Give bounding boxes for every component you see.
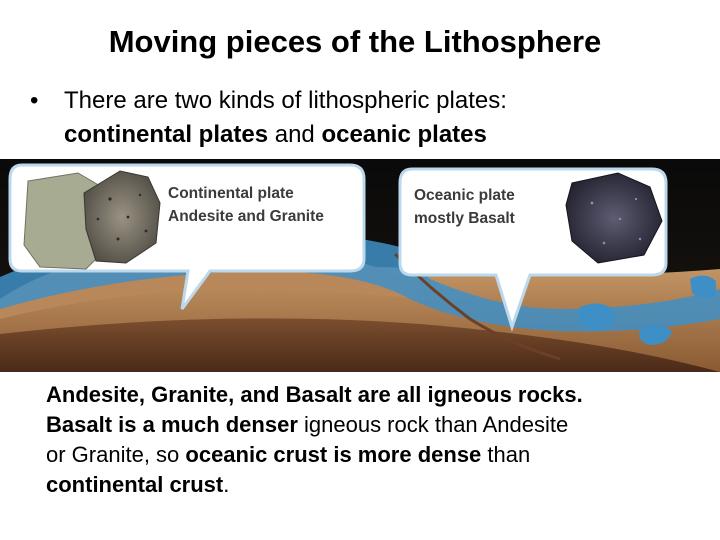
plate-illustration	[0, 159, 720, 372]
bullet-marker: •	[30, 87, 39, 114]
paragraph-line-3-start: or Granite, so	[46, 442, 186, 467]
bullet-connector: and	[268, 121, 322, 148]
bullet-line-2	[64, 118, 684, 152]
paragraph-line-3	[46, 440, 686, 470]
bullet-line-1: There are two kinds of lithospheric plates:	[64, 87, 507, 114]
bullet-text	[64, 84, 684, 152]
page-title: Moving pieces of the Lithosphere	[108, 24, 602, 59]
paragraph-line-4	[46, 470, 686, 500]
continental-label-line-2: Andesite and Granite	[168, 208, 324, 225]
continental-crust-term: continental crust	[46, 472, 224, 497]
paragraph-line-3-rest: than	[481, 442, 531, 467]
oceanic-label-line-1: Oceanic plate	[414, 187, 515, 204]
paragraph-line-4-end: .	[223, 472, 230, 497]
oceanic-label-line-2: mostly Basalt	[414, 210, 515, 227]
paragraph-line-2-rest: igneous rock than Andesite	[297, 412, 569, 437]
basalt-denser-term: Basalt is a much denser	[46, 412, 298, 437]
paragraph-line-1	[46, 380, 686, 410]
explanation-paragraph	[46, 380, 686, 500]
continental-plates-term: continental plates	[64, 121, 269, 148]
paragraph-line-2	[46, 410, 686, 440]
oceanic-dense-term: oceanic crust is more dense	[185, 442, 482, 467]
oceanic-plates-term: oceanic plates	[321, 121, 487, 148]
continental-label-line-1: Continental plate	[168, 185, 294, 202]
igneous-rocks-statement: Andesite, Granite, and Basalt are all igneous rocks.	[46, 382, 583, 407]
